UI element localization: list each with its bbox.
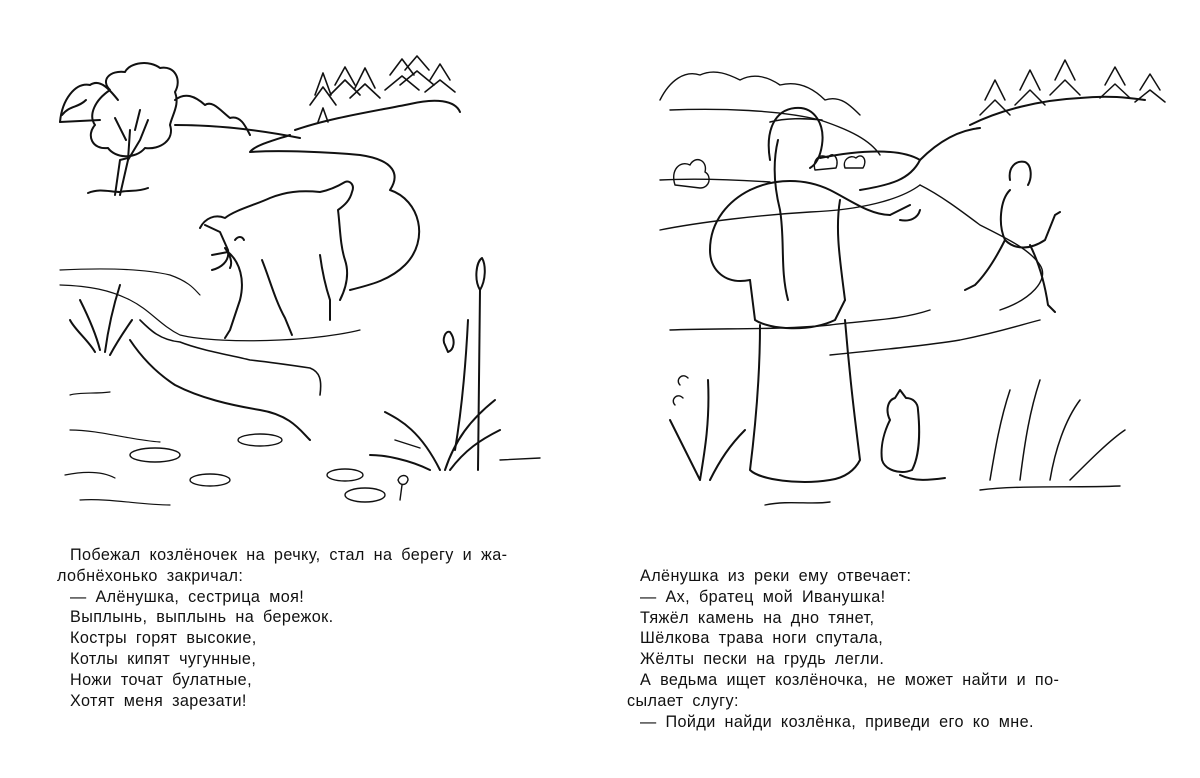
text-line: Костры горят высокие,: [70, 629, 257, 648]
text-line: Хотят меня зарезати!: [70, 691, 247, 710]
text-line: — Пойди найди козлёнка, приведи его ко мне.: [640, 712, 1034, 731]
text-line: Алёнушка из реки ему отвечает:: [640, 567, 912, 585]
text-line: Котлы кипят чугунные,: [70, 649, 257, 668]
right-page-text: [627, 566, 1160, 732]
text-line: Выплынь, выплынь на бережок.: [70, 608, 334, 627]
text-line: — Алёнушка, сестрица моя!: [70, 587, 305, 606]
left-page-text: [57, 545, 560, 711]
text-line: лобнёхонько закричал:: [57, 566, 244, 585]
goat-river-illustration: [0, 0, 600, 540]
text-line: — Ах, братец мой Иванушка!: [640, 587, 886, 606]
text-line: сылает слугу:: [627, 691, 739, 710]
witch-servant-illustration: [600, 0, 1200, 540]
text-line: Шёлкова трава ноги спутала,: [640, 629, 884, 648]
text-line: Побежал козлёночек на речку, стал на берегу и жа-: [70, 546, 508, 564]
text-line: Тяжёл камень на дно тянет,: [640, 608, 875, 627]
right-page: [600, 0, 1200, 778]
text-line: Жёлты пески на грудь легли.: [640, 650, 885, 669]
text-line: А ведьма ищет козлёночка, не может найти и по-: [640, 670, 1060, 689]
text-line: Ножи точат булатные,: [70, 670, 252, 689]
